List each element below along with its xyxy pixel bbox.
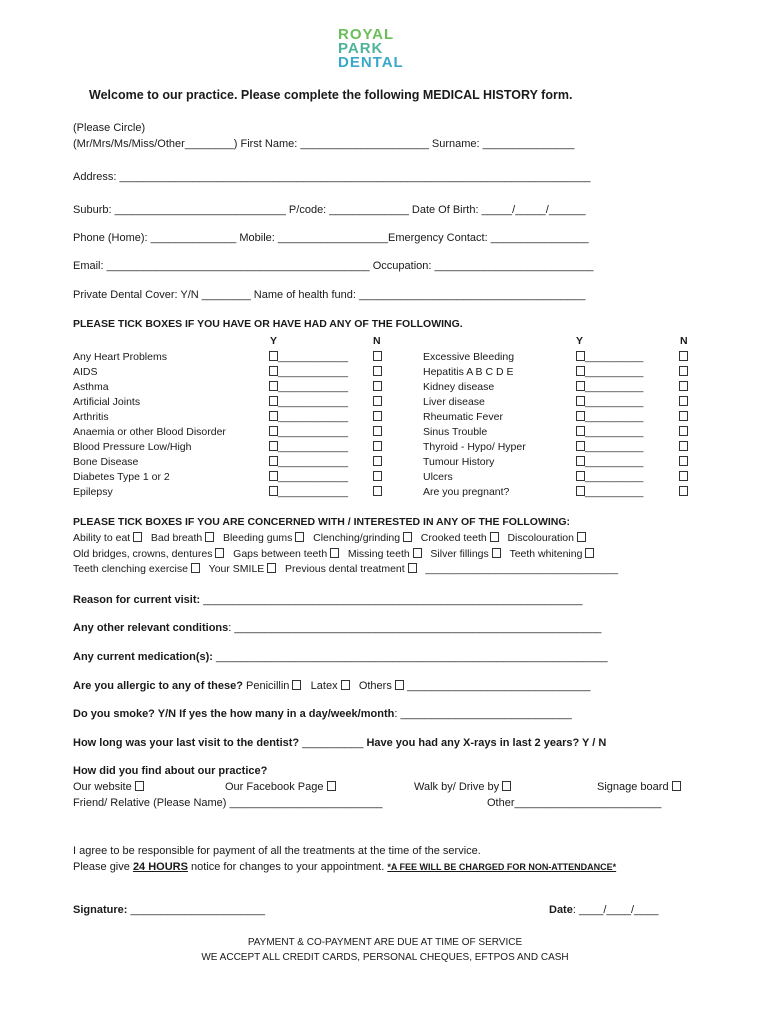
latex-checkbox[interactable] <box>341 680 350 690</box>
yes-blank: ____________ <box>278 396 349 408</box>
walk-label: Walk by/ Drive by <box>414 781 500 793</box>
no-checkbox[interactable] <box>679 471 688 481</box>
smoke-label: Do you smoke? Y/N If yes the how many in a day/week/month <box>73 708 395 720</box>
no-checkbox[interactable] <box>679 426 688 436</box>
smoke-blank[interactable]: : ____________________________ <box>394 708 572 720</box>
logo-line-2: PARK <box>338 40 384 57</box>
phone-line[interactable]: Phone (Home): ______________ Mobile: __________________Emergency Contact: ________________ <box>73 232 589 244</box>
condition-label: Epilepsy <box>73 486 113 498</box>
condition-label: Rheumatic Fever <box>423 411 503 423</box>
footer-accept: WE ACCEPT ALL CREDIT CARDS, PERSONAL CHEQUES, EFTPOS AND CASH <box>201 952 569 963</box>
condition-yes[interactable] <box>576 366 643 378</box>
medication-blank[interactable]: ________________________________________________________________ <box>212 651 608 663</box>
no-checkbox[interactable] <box>679 381 688 391</box>
condition-yes[interactable] <box>576 381 643 393</box>
condition-label: Asthma <box>73 381 109 393</box>
allergy-latex: Latex <box>310 680 338 692</box>
tick-heading: PLEASE TICK BOXES IF YOU HAVE OR HAVE HAD ANY OF THE FOLLOWING. <box>73 318 463 330</box>
concern-label: Clenching/grinding <box>313 532 401 544</box>
no-checkbox[interactable] <box>679 366 688 376</box>
condition-label: Tumour History <box>423 456 495 468</box>
yes-checkbox[interactable] <box>576 411 585 421</box>
condition-no[interactable] <box>373 471 382 483</box>
yes-checkbox[interactable] <box>576 471 585 481</box>
concern-label: Bad breath <box>150 532 203 544</box>
yes-checkbox[interactable] <box>576 456 585 466</box>
col-y-left: Y <box>270 335 278 347</box>
condition-yes[interactable] <box>576 351 643 363</box>
condition-no[interactable] <box>373 411 382 423</box>
dental-cover-line[interactable]: Private Dental Cover: Y/N ________ Name of health fund: _____________________________________ <box>73 289 586 301</box>
last-visit-label: How long was your last visit to the dentist? <box>73 737 300 749</box>
penicillin-checkbox[interactable] <box>292 680 301 690</box>
no-checkbox[interactable] <box>679 456 688 466</box>
suburb-line[interactable]: Suburb: ____________________________ P/code: _____________ Date Of Birth: _____/_____/______ <box>73 204 586 216</box>
concern-label: Teeth clenching exercise <box>73 563 188 575</box>
yes-checkbox[interactable] <box>576 426 585 436</box>
yes-checkbox[interactable] <box>576 486 585 496</box>
condition-yes[interactable] <box>269 456 348 468</box>
date-field[interactable] <box>549 904 658 916</box>
find-walk <box>414 781 511 793</box>
agreement-line-2 <box>73 861 616 873</box>
allergies <box>73 680 590 692</box>
concern-checkbox[interactable] <box>492 548 501 558</box>
concern-label: Discolouration <box>507 532 574 544</box>
yes-checkbox[interactable] <box>576 351 585 361</box>
condition-no[interactable] <box>679 396 688 408</box>
concern-checkbox[interactable] <box>205 532 214 542</box>
concern-checkbox[interactable] <box>585 548 594 558</box>
form-title: Welcome to our practice. Please complete the following MEDICAL HISTORY form. <box>89 88 573 102</box>
date-label: Date <box>549 904 573 916</box>
condition-no[interactable] <box>373 426 382 438</box>
concern-checkbox[interactable] <box>330 548 339 558</box>
condition-no[interactable] <box>679 456 688 468</box>
condition-yes[interactable] <box>269 396 348 408</box>
condition-label: Are you pregnant? <box>423 486 510 498</box>
non-attendance-fee: *A FEE WILL BE CHARGED FOR NON-ATTENDANCE* <box>387 862 617 872</box>
yes-blank: __________ <box>585 351 644 363</box>
agree2-hours: 24 HOURS <box>132 861 188 873</box>
yes-checkbox[interactable] <box>269 411 278 421</box>
signature-blank[interactable]: ______________________ <box>127 904 266 916</box>
find-label: How did you find about our practice? <box>73 765 268 777</box>
please-circle-label: (Please Circle) <box>73 122 146 134</box>
condition-label: Liver disease <box>423 396 485 408</box>
concern-row-2 <box>73 548 603 560</box>
condition-yes[interactable] <box>269 366 348 378</box>
yes-blank: __________ <box>585 411 644 423</box>
condition-label: Sinus Trouble <box>423 426 488 438</box>
address-line[interactable]: Address: _____________________________________________________________________________ <box>73 171 591 183</box>
reason-visit[interactable] <box>73 594 583 606</box>
concern-row-3 <box>73 563 618 575</box>
allergic-label: Are you allergic to any of these? <box>73 680 243 692</box>
concern-heading: PLEASE TICK BOXES IF YOU ARE CONCERNED WITH / INTERESTED IN ANY OF THE FOLLOWING: <box>73 516 571 528</box>
concern-label: Silver fillings <box>430 548 489 560</box>
concern-label: Your SMILE <box>208 563 265 575</box>
signage-checkbox[interactable] <box>672 781 681 791</box>
no-checkbox[interactable] <box>679 411 688 421</box>
other-line[interactable]: Other________________________ <box>487 797 662 809</box>
condition-yes[interactable] <box>576 426 643 438</box>
condition-label: Arthritis <box>73 411 109 423</box>
no-checkbox[interactable] <box>679 441 688 451</box>
no-checkbox[interactable] <box>373 426 382 436</box>
concern-label: Missing teeth <box>347 548 410 560</box>
friend-line[interactable]: Friend/ Relative (Please Name) _________________________ <box>73 797 383 809</box>
condition-no[interactable] <box>679 426 688 438</box>
yes-checkbox[interactable] <box>269 441 278 451</box>
signature-label: Signature: <box>73 904 128 916</box>
date-blank[interactable]: : ____/____/____ <box>572 904 659 916</box>
no-checkbox[interactable] <box>373 396 382 406</box>
no-checkbox[interactable] <box>373 351 382 361</box>
allergy-penicillin: Penicillin <box>246 680 290 692</box>
no-checkbox[interactable] <box>373 486 382 496</box>
no-checkbox[interactable] <box>373 411 382 421</box>
no-checkbox[interactable] <box>373 441 382 451</box>
facebook-label: Our Facebook Page <box>225 781 324 793</box>
allergy-others: Others <box>358 680 392 692</box>
yes-blank: ____________ <box>278 471 349 483</box>
concern-label: Previous dental treatment <box>285 563 405 575</box>
yes-blank: __________ <box>585 471 644 483</box>
concern-checkbox[interactable] <box>413 548 422 558</box>
condition-label: Diabetes Type 1 or 2 <box>73 471 170 483</box>
current-medication[interactable] <box>73 651 608 663</box>
concern-checkbox[interactable] <box>133 532 142 542</box>
no-checkbox[interactable] <box>373 366 382 376</box>
concern-label: Teeth whitening <box>509 548 583 560</box>
yes-checkbox[interactable] <box>269 396 278 406</box>
yes-blank: ____________ <box>278 456 349 468</box>
yes-blank: ____________ <box>278 366 349 378</box>
other-conditions[interactable] <box>73 622 601 634</box>
yes-blank: ____________ <box>278 411 349 423</box>
yes-blank: ____________ <box>278 351 349 363</box>
signature-field[interactable] <box>73 904 265 916</box>
other-cond-blank[interactable]: : ____________________________________________________________ <box>228 622 602 634</box>
condition-label: Ulcers <box>423 471 453 483</box>
no-checkbox[interactable] <box>679 396 688 406</box>
signage-label: Signage board <box>597 781 669 793</box>
condition-yes[interactable] <box>576 396 643 408</box>
others-checkbox[interactable] <box>395 680 404 690</box>
condition-no[interactable] <box>373 381 382 393</box>
condition-yes[interactable] <box>269 381 348 393</box>
last-visit-blank[interactable]: __________ <box>299 737 364 749</box>
condition-no[interactable] <box>373 486 382 498</box>
yes-checkbox[interactable] <box>269 471 278 481</box>
yes-blank: __________ <box>585 456 644 468</box>
yes-blank: ____________ <box>278 381 349 393</box>
condition-no[interactable] <box>679 381 688 393</box>
condition-no[interactable] <box>679 351 688 363</box>
condition-no[interactable] <box>679 411 688 423</box>
condition-yes[interactable] <box>269 351 348 363</box>
yes-checkbox[interactable] <box>269 366 278 376</box>
agreement-line-1: I agree to be responsible for payment of all the treatments at the time of the service. <box>73 845 481 857</box>
concern-label: Crooked teeth <box>420 532 487 544</box>
find-signage <box>597 781 681 793</box>
reason-label: Reason for current visit: <box>73 594 201 606</box>
no-checkbox[interactable] <box>679 351 688 361</box>
condition-label: Excessive Bleeding <box>423 351 515 363</box>
yes-blank: ____________ <box>278 486 349 498</box>
email-line[interactable]: Email: ___________________________________________ Occupation: __________________________ <box>73 260 594 272</box>
concern-checkbox[interactable] <box>577 532 586 542</box>
condition-yes[interactable] <box>576 486 643 498</box>
condition-yes[interactable] <box>576 456 643 468</box>
concern-checkbox[interactable] <box>490 532 499 542</box>
condition-no[interactable] <box>679 441 688 453</box>
condition-label: AIDS <box>73 366 98 378</box>
condition-yes[interactable] <box>269 486 348 498</box>
concern-checkbox[interactable] <box>191 563 200 573</box>
yes-blank: ____________ <box>278 426 349 438</box>
yes-checkbox[interactable] <box>269 381 278 391</box>
condition-no[interactable] <box>679 366 688 378</box>
condition-yes[interactable] <box>576 411 643 423</box>
condition-no[interactable] <box>373 456 382 468</box>
no-checkbox[interactable] <box>373 471 382 481</box>
no-checkbox[interactable] <box>373 456 382 466</box>
concern-checkbox[interactable] <box>267 563 276 573</box>
condition-yes[interactable] <box>269 426 348 438</box>
smoking[interactable] <box>73 708 572 720</box>
concern-label: Gaps between teeth <box>233 548 328 560</box>
concern-label: Bleeding gums <box>222 532 293 544</box>
concern-label: Ability to eat <box>73 532 131 544</box>
col-n-left: N <box>373 335 381 347</box>
condition-label: Hepatitis A B C D E <box>423 366 514 378</box>
condition-label: Any Heart Problems <box>73 351 167 363</box>
other-cond-label: Any other relevant conditions <box>73 622 229 634</box>
walk-checkbox[interactable] <box>502 781 511 791</box>
condition-yes[interactable] <box>269 471 348 483</box>
xray-question: Have you had any X-rays in last 2 years? Y / N <box>366 737 607 749</box>
agree2-pre: Please give <box>73 861 133 873</box>
yes-checkbox[interactable] <box>576 396 585 406</box>
reason-blank[interactable]: ______________________________________________________________ <box>200 594 583 606</box>
last-visit[interactable] <box>73 737 606 749</box>
medication-label: Any current medication(s): <box>73 651 213 663</box>
concern-row-1 <box>73 532 595 544</box>
no-checkbox[interactable] <box>373 381 382 391</box>
condition-no[interactable] <box>373 351 382 363</box>
no-checkbox[interactable] <box>679 486 688 496</box>
concern-label: Old bridges, crowns, dentures <box>73 548 213 560</box>
condition-label: Kidney disease <box>423 381 495 393</box>
condition-no[interactable] <box>373 441 382 453</box>
concern-checkbox[interactable] <box>215 548 224 558</box>
logo-line-1: ROYAL <box>338 26 395 43</box>
condition-no[interactable] <box>679 471 688 483</box>
condition-label: Anaemia or other Blood Disorder <box>73 426 226 438</box>
condition-no[interactable] <box>679 486 688 498</box>
concern-checkbox[interactable] <box>295 532 304 542</box>
concern-other-blank[interactable]: _________________________________ <box>425 563 619 575</box>
name-line[interactable]: (Mr/Mrs/Ms/Miss/Other________) First Name: _____________________ Surname: _______________ <box>73 138 575 150</box>
yes-blank: ____________ <box>278 441 349 453</box>
allergy-blank[interactable]: ______________________________ <box>406 680 591 692</box>
website-checkbox[interactable] <box>135 781 144 791</box>
condition-label: Thyroid - Hypo/ Hyper <box>423 441 526 453</box>
yes-blank: __________ <box>585 381 644 393</box>
condition-no[interactable] <box>373 366 382 378</box>
yes-blank: __________ <box>585 486 644 498</box>
yes-checkbox[interactable] <box>269 486 278 496</box>
website-label: Our website <box>73 781 132 793</box>
yes-blank: __________ <box>585 441 644 453</box>
practice-logo <box>338 28 404 70</box>
condition-label: Bone Disease <box>73 456 139 468</box>
agree2-post: notice for changes to your appointment. <box>187 861 388 873</box>
facebook-checkbox[interactable] <box>327 781 336 791</box>
yes-checkbox[interactable] <box>576 441 585 451</box>
yes-blank: __________ <box>585 426 644 438</box>
footer-payment: PAYMENT & CO-PAYMENT ARE DUE AT TIME OF SERVICE <box>247 937 523 948</box>
condition-no[interactable] <box>373 396 382 408</box>
col-n-right: N <box>680 335 688 347</box>
find-facebook <box>225 781 336 793</box>
yes-checkbox[interactable] <box>576 381 585 391</box>
condition-label: Artificial Joints <box>73 396 141 408</box>
concern-checkbox[interactable] <box>408 563 417 573</box>
yes-blank: __________ <box>585 396 644 408</box>
col-y-right: Y <box>576 335 584 347</box>
yes-checkbox[interactable] <box>576 366 585 376</box>
yes-checkbox[interactable] <box>269 426 278 436</box>
condition-label: Blood Pressure Low/High <box>73 441 192 453</box>
condition-yes[interactable] <box>576 471 643 483</box>
logo-line-3: DENTAL <box>338 54 404 71</box>
condition-yes[interactable] <box>269 441 348 453</box>
find-website <box>73 781 144 793</box>
yes-checkbox[interactable] <box>269 456 278 466</box>
condition-yes[interactable] <box>269 411 348 423</box>
yes-blank: __________ <box>585 366 644 378</box>
concern-checkbox[interactable] <box>403 532 412 542</box>
condition-yes[interactable] <box>576 441 643 453</box>
yes-checkbox[interactable] <box>269 351 278 361</box>
